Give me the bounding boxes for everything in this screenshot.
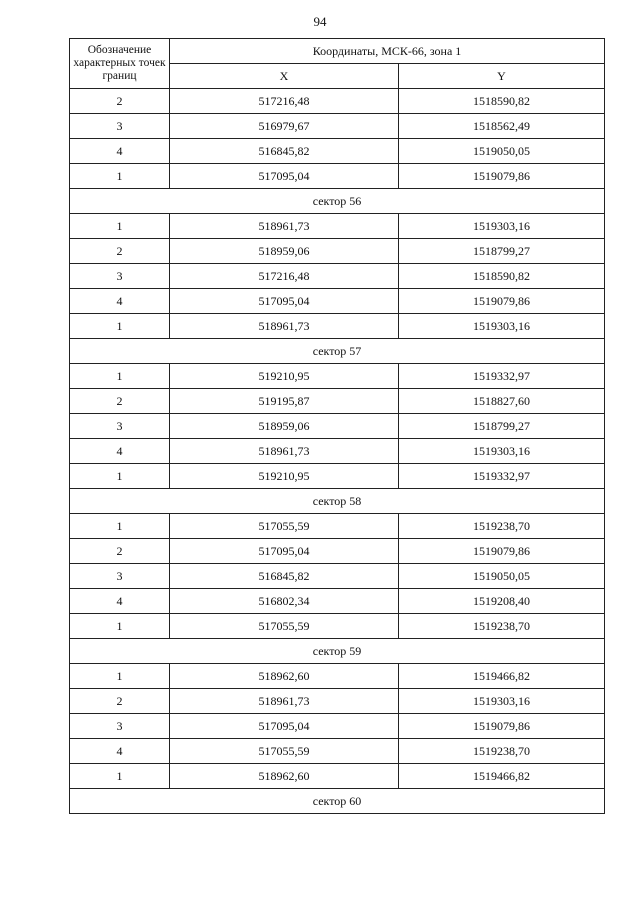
table-row <box>70 289 605 314</box>
point-cell: 4 <box>70 139 170 164</box>
table-row <box>70 364 605 389</box>
point-cell: 1 <box>70 614 170 639</box>
table-row <box>70 714 605 739</box>
table-row <box>70 214 605 239</box>
table-row <box>70 439 605 464</box>
table-row <box>70 164 605 189</box>
y-coordinate-cell: 1519238,70 <box>399 614 605 639</box>
point-cell: 4 <box>70 589 170 614</box>
point-cell: 2 <box>70 689 170 714</box>
x-column-header: X <box>170 64 399 89</box>
y-coordinate-cell: 1518799,27 <box>399 239 605 264</box>
x-coordinate-cell: 518961,73 <box>170 214 399 239</box>
y-coordinate-cell: 1519466,82 <box>399 764 605 789</box>
y-coordinate-cell: 1519332,97 <box>399 464 605 489</box>
table-row <box>70 114 605 139</box>
x-coordinate-cell: 516979,67 <box>170 114 399 139</box>
point-cell: 1 <box>70 164 170 189</box>
x-coordinate-cell: 518961,73 <box>170 689 399 714</box>
y-coordinate-cell: 1519050,05 <box>399 564 605 589</box>
sector-row <box>70 789 605 814</box>
y-coordinate-cell: 1519208,40 <box>399 589 605 614</box>
table-row <box>70 764 605 789</box>
table-row <box>70 539 605 564</box>
point-cell: 3 <box>70 264 170 289</box>
y-coordinate-cell: 1519079,86 <box>399 164 605 189</box>
table-body <box>70 89 605 814</box>
y-coordinate-cell: 1519303,16 <box>399 314 605 339</box>
y-coordinate-cell: 1519238,70 <box>399 739 605 764</box>
table-row <box>70 589 605 614</box>
coordinates-title-header: Координаты, МСК-66, зона 1 <box>170 39 605 64</box>
x-coordinate-cell: 517055,59 <box>170 739 399 764</box>
sector-label: сектор 60 <box>70 789 605 814</box>
y-coordinate-cell: 1518562,49 <box>399 114 605 139</box>
y-coordinate-cell: 1519050,05 <box>399 139 605 164</box>
table-row <box>70 564 605 589</box>
sector-row <box>70 339 605 364</box>
y-coordinate-cell: 1519079,86 <box>399 714 605 739</box>
x-coordinate-cell: 517095,04 <box>170 164 399 189</box>
sector-label: сектор 59 <box>70 639 605 664</box>
sector-row <box>70 189 605 214</box>
y-coordinate-cell: 1519332,97 <box>399 364 605 389</box>
y-coordinate-cell: 1518590,82 <box>399 264 605 289</box>
table-row <box>70 464 605 489</box>
x-coordinate-cell: 518962,60 <box>170 764 399 789</box>
y-coordinate-cell: 1519303,16 <box>399 439 605 464</box>
point-cell: 2 <box>70 539 170 564</box>
sector-label: сектор 56 <box>70 189 605 214</box>
table-row <box>70 139 605 164</box>
point-cell: 4 <box>70 439 170 464</box>
table-row <box>70 614 605 639</box>
point-column-header: Обозначение характерных точек границ <box>70 39 170 89</box>
x-coordinate-cell: 519210,95 <box>170 464 399 489</box>
point-cell: 3 <box>70 114 170 139</box>
point-cell: 1 <box>70 214 170 239</box>
table-row <box>70 264 605 289</box>
table-row <box>70 239 605 264</box>
x-coordinate-cell: 518962,60 <box>170 664 399 689</box>
point-cell: 3 <box>70 714 170 739</box>
point-cell: 2 <box>70 389 170 414</box>
y-coordinate-cell: 1519079,86 <box>399 289 605 314</box>
sector-label: сектор 57 <box>70 339 605 364</box>
x-coordinate-cell: 516845,82 <box>170 139 399 164</box>
point-cell: 1 <box>70 514 170 539</box>
y-coordinate-cell: 1519303,16 <box>399 214 605 239</box>
table-row <box>70 389 605 414</box>
x-coordinate-cell: 519210,95 <box>170 364 399 389</box>
x-coordinate-cell: 518959,06 <box>170 414 399 439</box>
x-coordinate-cell: 518961,73 <box>170 439 399 464</box>
point-cell: 1 <box>70 764 170 789</box>
y-coordinate-cell: 1519079,86 <box>399 539 605 564</box>
point-cell: 4 <box>70 739 170 764</box>
point-cell: 4 <box>70 289 170 314</box>
table-row <box>70 514 605 539</box>
y-coordinate-cell: 1519238,70 <box>399 514 605 539</box>
x-coordinate-cell: 517055,59 <box>170 614 399 639</box>
coordinates-table <box>69 38 605 814</box>
x-coordinate-cell: 517095,04 <box>170 714 399 739</box>
point-cell: 3 <box>70 414 170 439</box>
sector-label: сектор 58 <box>70 489 605 514</box>
point-cell: 1 <box>70 664 170 689</box>
table-row <box>70 664 605 689</box>
table-row <box>70 89 605 114</box>
y-coordinate-cell: 1519303,16 <box>399 689 605 714</box>
x-coordinate-cell: 517055,59 <box>170 514 399 539</box>
x-coordinate-cell: 517216,48 <box>170 89 399 114</box>
x-coordinate-cell: 517216,48 <box>170 264 399 289</box>
x-coordinate-cell: 517095,04 <box>170 539 399 564</box>
point-cell: 2 <box>70 239 170 264</box>
point-cell: 2 <box>70 89 170 114</box>
y-coordinate-cell: 1518590,82 <box>399 89 605 114</box>
y-coordinate-cell: 1518799,27 <box>399 414 605 439</box>
y-column-header: Y <box>399 64 605 89</box>
x-coordinate-cell: 518961,73 <box>170 314 399 339</box>
point-cell: 1 <box>70 464 170 489</box>
table-header-row <box>70 39 605 64</box>
y-coordinate-cell: 1518827,60 <box>399 389 605 414</box>
x-coordinate-cell: 519195,87 <box>170 389 399 414</box>
table-row <box>70 739 605 764</box>
table-row <box>70 314 605 339</box>
x-coordinate-cell: 516802,34 <box>170 589 399 614</box>
sector-row <box>70 489 605 514</box>
table-header <box>70 39 605 89</box>
point-cell: 1 <box>70 364 170 389</box>
point-cell: 1 <box>70 314 170 339</box>
x-coordinate-cell: 518959,06 <box>170 239 399 264</box>
x-coordinate-cell: 517095,04 <box>170 289 399 314</box>
table-row <box>70 689 605 714</box>
y-coordinate-cell: 1519466,82 <box>399 664 605 689</box>
point-cell: 3 <box>70 564 170 589</box>
x-coordinate-cell: 516845,82 <box>170 564 399 589</box>
sector-row <box>70 639 605 664</box>
page-number: 94 <box>313 14 327 29</box>
table-row <box>70 414 605 439</box>
